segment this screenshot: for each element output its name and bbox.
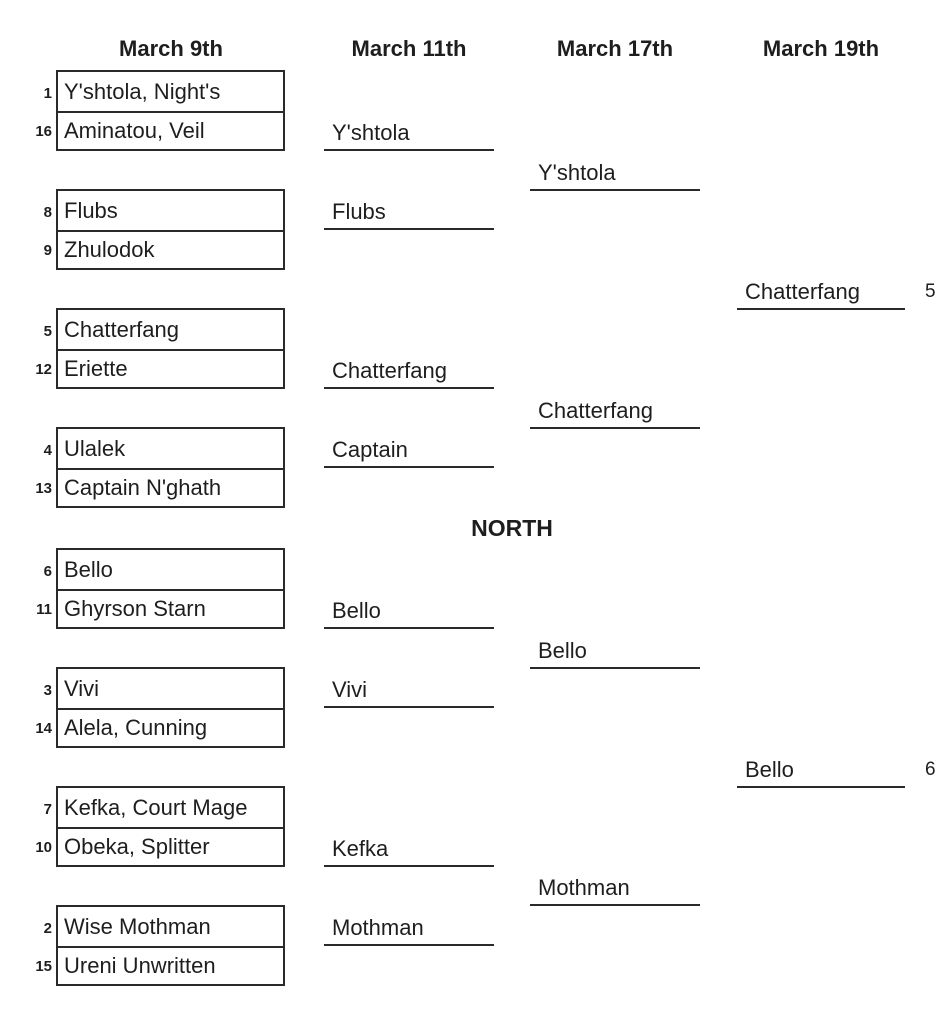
- seed-number: 1: [43, 85, 52, 102]
- matchup-box: [35, 427, 285, 508]
- team-cell: [43, 788, 283, 827]
- team-name: Eriette: [64, 356, 128, 381]
- team-name: Aminatou, Veil: [64, 118, 205, 143]
- seed-number: 3: [43, 682, 52, 699]
- matchup-box: [35, 667, 285, 748]
- team-cell: [43, 72, 283, 111]
- team-name: Ureni Unwritten: [64, 953, 216, 978]
- round2-winner-slot: Y'shtola: [324, 117, 494, 151]
- round2-winner-slot: Captain: [324, 434, 494, 468]
- seed-number: 4: [43, 442, 52, 459]
- seed-number: 15: [35, 958, 52, 975]
- seed-number: 7: [43, 801, 52, 818]
- team-name: Wise Mothman: [64, 914, 211, 939]
- seed-number: 5: [925, 281, 936, 302]
- round2-winner-slot: Vivi: [324, 674, 494, 708]
- matchup-box: [35, 70, 285, 151]
- team-cell: [43, 230, 283, 268]
- seed-number: 10: [35, 839, 52, 856]
- region-label: NORTH: [471, 515, 553, 541]
- team-cell: [35, 827, 283, 865]
- round4-winner-slot: Chatterfang: [737, 276, 905, 310]
- team-cell: [43, 550, 283, 589]
- round3-winner-slot: Y'shtola: [530, 157, 700, 191]
- team-name: Obeka, Splitter: [64, 834, 210, 859]
- team-cell: [43, 310, 283, 349]
- round2-winner-slot: Mothman: [324, 912, 494, 946]
- matchup-box: [35, 786, 285, 867]
- team-name: Kefka, Court Mage: [64, 795, 248, 820]
- team-cell: [43, 907, 283, 946]
- seed-number: 11: [36, 601, 52, 618]
- team-name: Vivi: [64, 676, 100, 701]
- matchup-box: [35, 308, 285, 389]
- round2-winner-slot: Kefka: [324, 833, 494, 867]
- header-round-4: March 19th: [762, 36, 880, 61]
- matchup-box: [43, 189, 285, 270]
- header-round-2: March 11th: [351, 36, 467, 61]
- team-cell: [35, 349, 283, 387]
- team-cell: [36, 589, 283, 627]
- round2-winner-slot: Chatterfang: [324, 355, 494, 389]
- team-name: Chatterfang: [64, 317, 179, 342]
- team-name: Zhulodok: [64, 237, 155, 262]
- header-round-1: March 9th: [119, 36, 223, 61]
- team-cell: [35, 708, 283, 746]
- team-name: Alela, Cunning: [64, 715, 208, 740]
- seed-number: 16: [35, 123, 52, 140]
- header-round-3: March 17th: [556, 36, 674, 61]
- team-name: Captain N'ghath: [64, 475, 222, 500]
- seed-number: 12: [35, 361, 52, 378]
- seed-number: 6: [925, 759, 936, 780]
- team-cell: [35, 468, 283, 506]
- team-name: Ghyrson Starn: [64, 596, 206, 621]
- round3-winner-slot: Bello: [530, 635, 700, 669]
- seed-number: 6: [43, 563, 52, 580]
- team-cell: [43, 669, 283, 708]
- seed-number: 5: [43, 323, 52, 340]
- seed-number: 2: [43, 920, 52, 937]
- round3-winner-slot: Chatterfang: [530, 395, 700, 429]
- round2-winner-slot: Flubs: [324, 196, 494, 230]
- round4-winner-slot: Bello: [737, 754, 905, 788]
- team-cell: [35, 946, 283, 984]
- matchup-box: [35, 905, 285, 986]
- seed-number: 13: [35, 480, 52, 497]
- team-cell: [43, 429, 283, 468]
- team-name: Ulalek: [64, 436, 126, 461]
- seed-number: 8: [43, 204, 52, 221]
- round3-winner-slot: Mothman: [530, 872, 700, 906]
- team-cell: [35, 111, 283, 149]
- team-name: Flubs: [64, 198, 118, 223]
- seed-number: 14: [35, 720, 52, 737]
- round2-winner-slot: Bello: [324, 595, 494, 629]
- matchup-box: [36, 548, 285, 629]
- team-cell: [43, 191, 283, 230]
- seed-number: 9: [43, 242, 52, 259]
- team-name: Y'shtola, Night's: [64, 79, 221, 104]
- team-name: Bello: [64, 557, 113, 582]
